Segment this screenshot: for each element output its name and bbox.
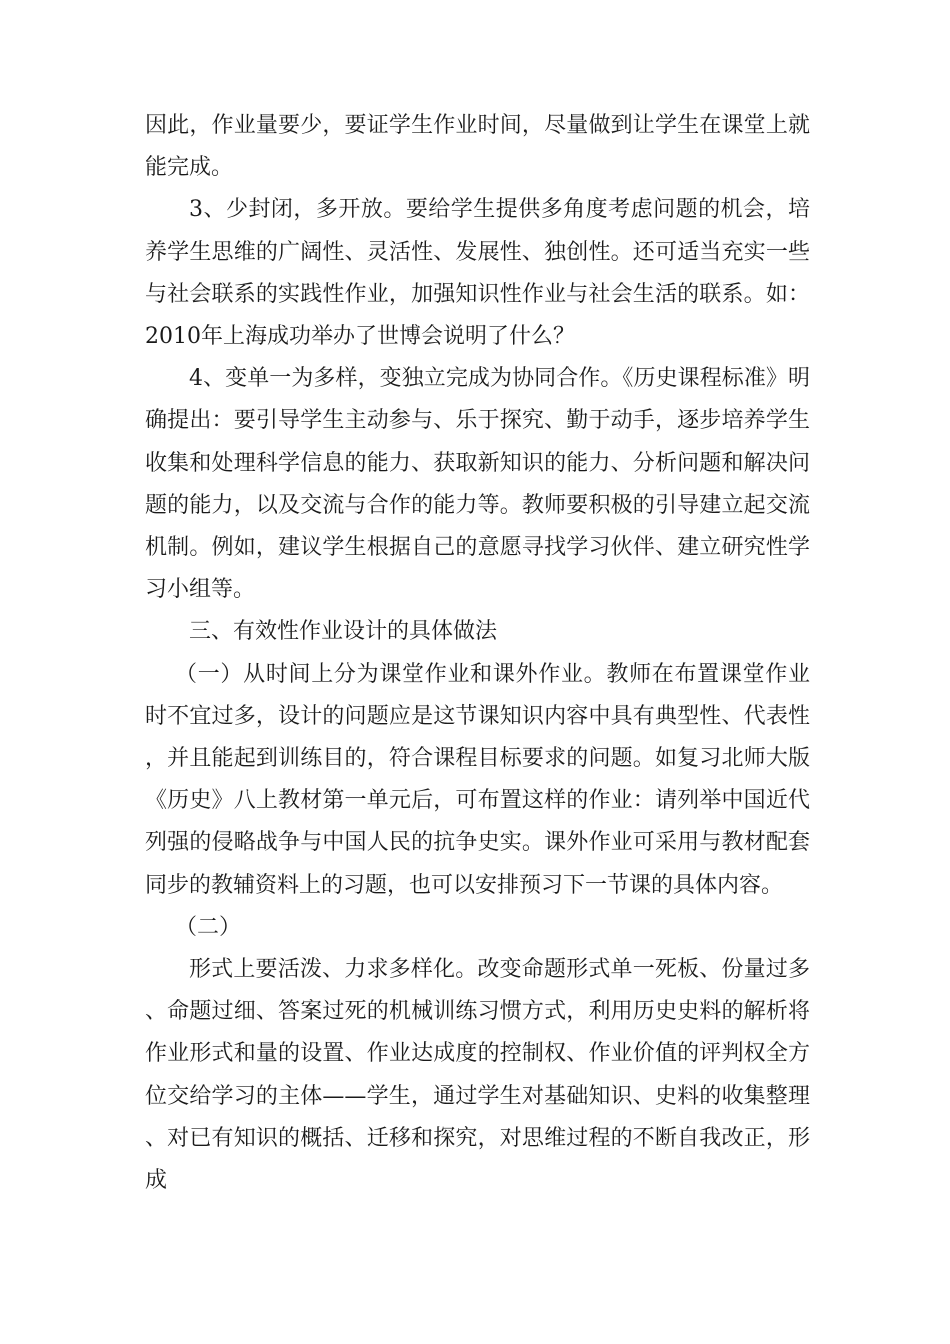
paragraph-subsection-2-body: 形式上要活泼、力求多样化。改变命题形式单一死板、份量过多、命题过细、答案过死的机械训练习惯方式，利用历史史料的解析将作业形式和量的设置、作业达成度的控制权、作业价值的评判权全方位交给学习的主体——学生，通过学生对基础知识、史料的收集整理、对已有知识的概括、迁移和探究，对思维过程的不断自我改正，形成: [145, 957, 810, 1194]
paragraph-point-3: 3、少封闭，多开放。要给学生提供多角度考虑问题的机会，培养学生思维的广阔性、灵活性、发展性、独创性。还可适当充实一些与社会联系的实践性作业，加强知识性作业与社会生活的联系。如：2010年上海成功举办了世博会说明了什么？: [145, 197, 810, 350]
paragraph-continuation: 因此，作业量要少，要证学生作业时间，尽量做到让学生在课堂上就能完成。: [145, 113, 810, 181]
section-heading: 三、有效性作业设计的具体做法: [189, 619, 498, 645]
paragraph-subsection-1: （一）从时间上分为课堂作业和课外作业。教师在布置课堂作业时不宜过多，设计的问题应是这节课知识内容中具有典型性、代表性，并且能起到训练目的，符合课程目标要求的问题。如复习北师大版《历史》八上教材第一单元后，可布置这样的作业：请列举中国近代列强的侵略战争与中国人民的抗争史实。课外作业可采用与教材配套同步的教辅资料上的习题，也可以安排预习下一节课的具体内容。: [145, 661, 810, 898]
document-page: [145, 105, 810, 1202]
paragraph-subsection-2-label: （二）: [175, 914, 242, 940]
paragraph-point-4: 4、变单一为多样，变独立完成为协同合作。《历史课程标准》明确提出：要引导学生主动参与、乐于探究、勤于动手，逐步培养学生收集和处理科学信息的能力、获取新知识的能力、分析问题和解决问题的能力，以及交流与合作的能力等。教师要积极的引导建立起交流机制。例如，建议学生根据自己的意愿寻找学习伙伴、建立研究性学习小组等。: [145, 366, 810, 603]
